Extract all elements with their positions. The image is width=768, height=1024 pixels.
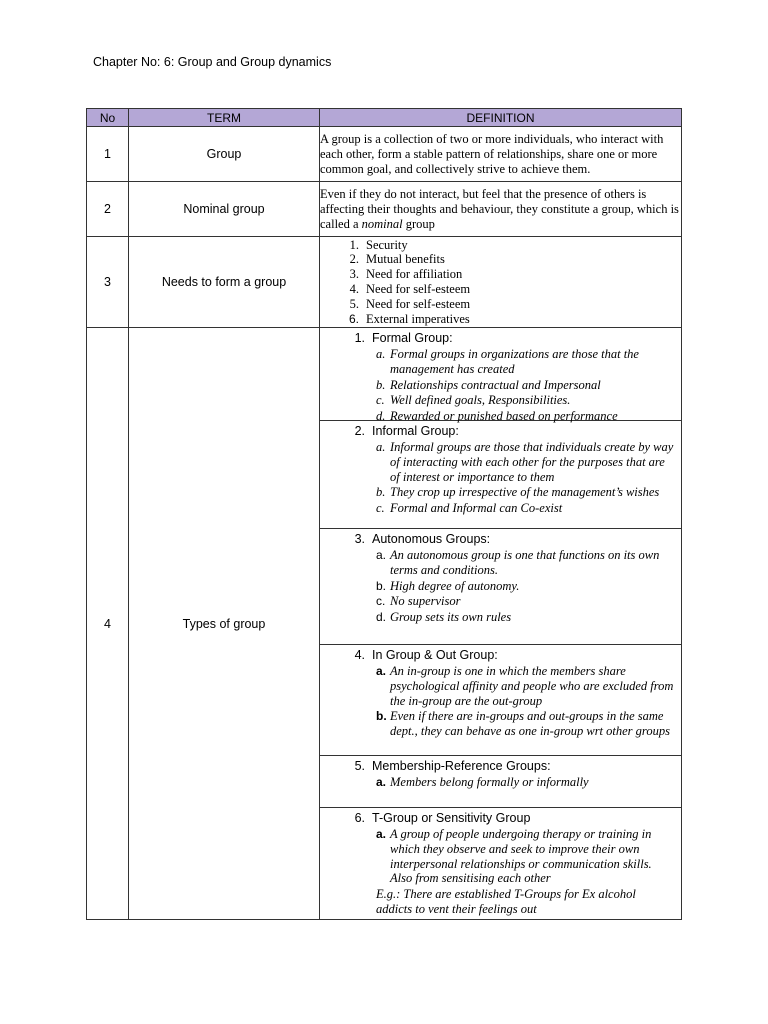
section-number: 6. [354,811,365,825]
section-number: 3. [354,532,365,546]
item-text: Group sets its own rules [390,610,512,625]
list-item [320,238,681,253]
item-text: High degree of autonomy. [390,578,520,593]
item-text: Formal and Informal can Co-exist [390,501,563,516]
row-number: 4 [87,328,129,920]
sub-list [326,775,675,790]
section-title: Formal Group: [372,331,453,345]
table-row [87,237,682,328]
needs-list [320,238,681,327]
item-number: 4. [349,282,359,296]
definition-emphasis: nominal [361,216,403,231]
item-letter: b. [376,485,386,500]
item-text: Even if there are in-groups and out-groups in the same dept., they can behave as one in-group wrt other groups [390,709,670,739]
section-title: Membership-Reference Groups: [372,759,551,773]
in-out-group-section [320,644,681,755]
list-item [326,393,675,408]
section-heading [326,647,675,663]
item-text: A group of people undergoing therapy or training in which they observe and seek to improve their own interpersonal relationships or communication skills. Also from sensitising each other [390,827,652,886]
sub-list [326,548,675,625]
item-text: Well defined goals, Responsibilities. [390,393,571,408]
section-heading [326,810,675,826]
item-text: Relationships contractual and Impersonal [390,377,601,392]
item-number: 5. [349,296,359,311]
list-item [326,579,675,594]
item-text: Members belong formally or informally [390,775,589,789]
sub-list [326,440,675,516]
sub-list [326,827,675,886]
list-item [320,312,681,327]
item-text: Need for affiliation [366,267,463,282]
definition-text: Even if they do not interact, but feel that the presence of others is affecting their thoughts and behaviour, they constitute a group, which is called a [320,186,679,231]
header-term: TERM [129,109,320,127]
section-title: In Group & Out Group: [372,648,498,662]
chapter-title: Chapter No: 6: Group and Group dynamics [93,55,332,69]
row-term: Needs to form a group [129,237,320,328]
list-item [326,501,675,516]
list-item [320,297,681,312]
sub-list [326,347,675,424]
header-definition: DEFINITION [320,109,682,127]
row-definition [320,182,682,237]
item-number: 3. [349,267,359,282]
list-item [326,709,675,739]
row-definition [320,328,682,920]
row-number: 2 [87,182,129,237]
item-text: Need for self-esteem [366,296,471,311]
item-number: 2. [349,252,359,267]
list-item [320,282,681,297]
section-title: Informal Group: [372,424,459,438]
membership-reference-section [320,755,681,807]
section-heading [326,423,675,439]
list-item [326,594,675,609]
sub-list [326,664,675,739]
item-letter: b. [376,377,386,392]
example-note: E.g.: There are established T-Groups for Ex alcohol addicts to vent their feelings out [376,887,636,917]
row-number: 3 [87,237,129,328]
item-text: External imperatives [366,311,470,326]
item-letter: d. [376,610,387,625]
list-item [326,485,675,500]
list-item [326,378,675,393]
item-letter: a. [376,440,386,454]
item-number: 1. [349,237,359,252]
t-group-section [320,807,681,919]
item-text: Mutual benefits [366,252,445,267]
item-text: Rewarded or punished based on performance [390,409,618,424]
header-no: No [87,109,129,127]
list-item [326,610,675,625]
table-row [87,127,682,182]
section-title: Autonomous Groups: [372,532,491,546]
item-letter: c. [376,393,385,408]
autonomous-groups-section [320,528,681,644]
item-letter: a. [376,775,387,789]
item-number: 6. [348,311,359,326]
item-letter: a. [376,347,386,361]
row-term: Types of group [129,328,320,920]
row-number: 1 [87,127,129,182]
item-letter: c. [376,594,386,609]
item-letter: c. [376,501,385,516]
section-number: 2. [354,424,365,438]
table-row [87,328,682,920]
list-item [326,548,675,578]
table-header-row [87,109,682,127]
list-item [326,664,675,708]
list-item [326,827,675,886]
item-letter: a. [376,548,387,562]
list-item [320,252,681,267]
section-number: 1. [354,331,365,345]
list-item [326,440,675,484]
section-number: 4. [354,648,365,662]
item-text: An in-group is one in which the members share psychological affinity and people who are excluded from the in-group are the out-group [390,664,674,708]
section-heading [326,531,675,547]
item-text: An autonomous group is one that functions on its own terms and conditions. [390,548,660,577]
list-item [326,775,675,790]
item-text: They crop up irrespective of the management’s wishes [390,485,660,500]
section-number: 5. [354,759,365,773]
formal-group-section [320,328,681,424]
row-definition [320,237,682,328]
item-text: Informal groups are those that individuals create by way of interacting with each other for the purposes that are of interest or importance to them [390,440,674,484]
item-letter: d. [376,409,386,424]
definition-text: group [402,216,435,231]
table-row [87,182,682,237]
row-definition: A group is a collection of two or more individuals, who interact with each other, form a stable pattern of relationships, share one or more common goal, and collectively strive to achieve them. [320,127,682,182]
row-term: Group [129,127,320,182]
list-item [320,267,681,282]
item-letter: a. [376,827,387,841]
item-letter: b. [376,578,387,593]
section-heading [326,330,675,346]
item-letter: a. [376,664,387,678]
section-title: T-Group or Sensitivity Group [372,811,531,825]
informal-group-section [320,420,681,528]
list-item [326,409,675,424]
item-text: No supervisor [390,594,461,609]
item-text: Security [366,237,408,252]
item-text: Formal groups in organizations are those that the management has created [390,347,639,376]
section-heading [326,758,675,774]
list-item [326,347,675,377]
item-text: Need for self-esteem [366,282,471,296]
row-term: Nominal group [129,182,320,237]
terms-table [86,108,682,920]
item-letter: b. [376,709,387,724]
